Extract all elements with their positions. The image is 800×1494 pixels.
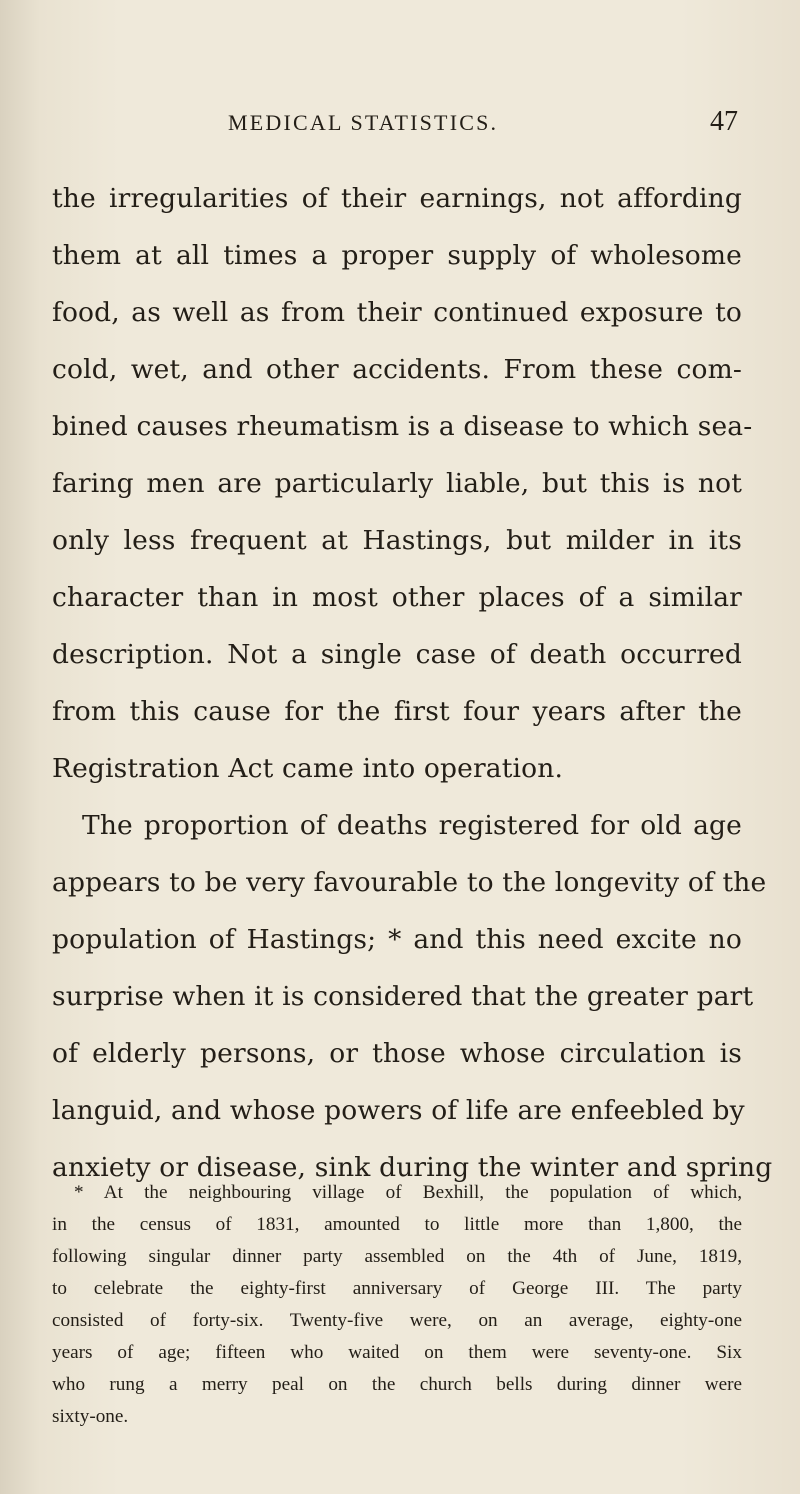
- body-line: the irregularities of their earnings, not affording: [52, 183, 742, 214]
- body-line: them at all times a proper supply of wholesome: [52, 240, 742, 271]
- body-line: surprise when it is considered that the greater part: [52, 981, 754, 1012]
- footnote-line: * At the neighbouring village of Bexhill, the population of which,: [74, 1182, 742, 1203]
- footnote: [52, 1177, 742, 1433]
- footnote-line: following singular dinner party assembled on the 4th of June, 1819,: [52, 1246, 742, 1267]
- footnote-line: consisted of forty-six. Twenty-five were, on an average, eighty-one: [52, 1310, 742, 1331]
- body-line: appears to be very favourable to the longevity of the: [52, 867, 767, 898]
- body-line: character than in most other places of a similar: [52, 582, 742, 613]
- body-line: from this cause for the first four years after the: [52, 696, 742, 727]
- body-line: population of Hastings; * and this need excite no: [52, 924, 742, 955]
- body-line: food, as well as from their continued exposure to: [52, 297, 742, 328]
- page-number: 47: [710, 106, 738, 137]
- running-head: MEDICAL STATISTICS.: [228, 110, 499, 135]
- body-line: faring men are particularly liable, but this is not: [52, 468, 742, 499]
- footnote-line: years of age; fifteen who waited on them were seventy-one. Six: [52, 1342, 742, 1363]
- body-line: bined causes rheumatism is a disease to which sea-: [52, 411, 753, 442]
- body-line: Registration Act came into operation.: [52, 753, 564, 784]
- footnote-line: who rung a merry peal on the church bells during dinner were: [52, 1374, 742, 1395]
- body-line: description. Not a single case of death occurred: [52, 639, 742, 670]
- body-line: The proportion of deaths registered for old age: [82, 810, 742, 841]
- body-line: cold, wet, and other accidents. From these com-: [52, 354, 742, 385]
- body-line: of elderly persons, or those whose circulation is: [52, 1038, 742, 1069]
- footnote-line: to celebrate the eighty-first anniversary of George III. The party: [52, 1278, 742, 1299]
- footnote-line: in the census of 1831, amounted to little more than 1,800, the: [52, 1214, 742, 1235]
- footnote-line: sixty-one.: [52, 1406, 129, 1427]
- body-line: only less frequent at Hastings, but milder in its: [52, 525, 742, 556]
- page-header: [228, 106, 748, 146]
- body-text: [52, 170, 773, 1196]
- body-line: languid, and whose powers of life are enfeebled by: [52, 1095, 745, 1126]
- body-line: anxiety or disease, sink during the winter and spring: [52, 1152, 773, 1183]
